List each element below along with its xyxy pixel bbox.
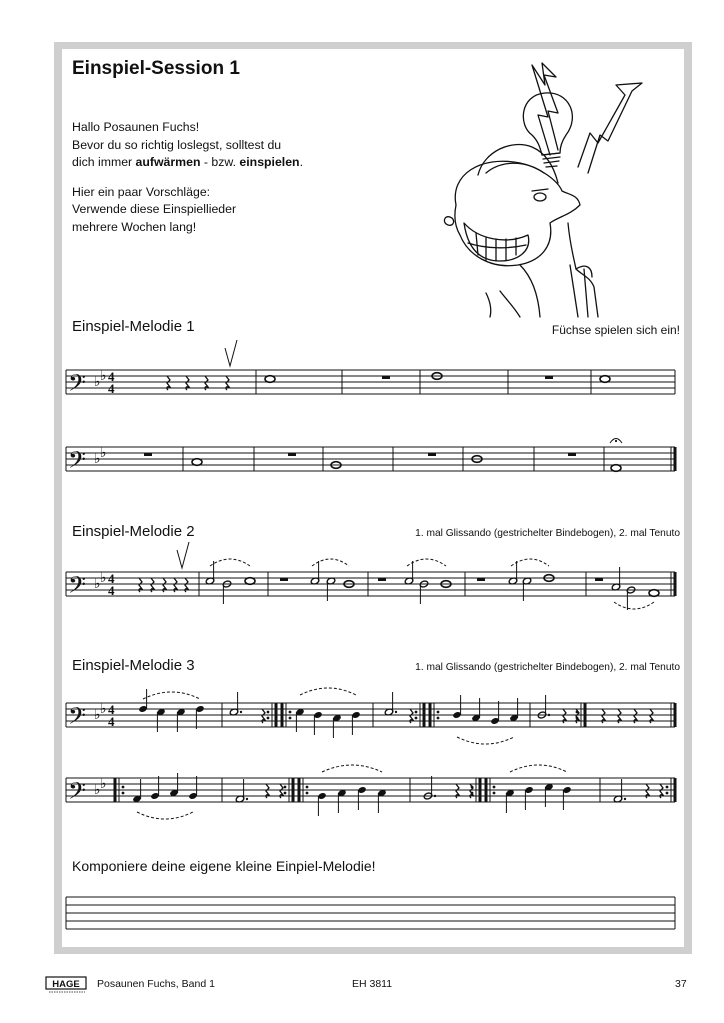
repeat-dot	[306, 792, 309, 795]
repeat-dot	[306, 786, 309, 789]
flat-sign: ♭	[94, 707, 101, 723]
repeat-dot	[289, 711, 292, 714]
time-sig-bottom: 4	[108, 714, 115, 729]
repeat-dot	[576, 711, 579, 714]
dashed-slur	[457, 737, 514, 744]
repeat-dot	[666, 792, 669, 795]
time-sig-bottom: 4	[108, 381, 115, 396]
whole-rest	[595, 578, 603, 581]
repeat-dot	[471, 792, 474, 795]
whole-rest	[568, 453, 576, 456]
repeat-dot	[284, 786, 287, 789]
time-sig-bottom: 4	[108, 583, 115, 598]
dot	[240, 711, 242, 713]
whole-rest	[280, 578, 288, 581]
repeat-dot	[415, 717, 418, 720]
logo-text: HAGE	[52, 979, 80, 990]
time-sig-top: 4	[108, 369, 115, 384]
intro-line: Bevor du so richtig loslegst, solltest du	[72, 137, 282, 152]
whole-note	[192, 459, 202, 466]
dot	[434, 795, 436, 797]
dot	[395, 711, 397, 713]
repeat-dot	[267, 717, 270, 720]
repeat-dot	[493, 786, 496, 789]
dashed-slur	[510, 765, 567, 772]
bass-clef: 𝄢	[68, 369, 87, 402]
whole-rest	[382, 376, 390, 379]
whole-note	[649, 590, 659, 597]
repeat-dot	[576, 717, 579, 720]
repeat-dot	[289, 717, 292, 720]
intro-line: Hier ein paar Vorschläge:	[72, 184, 211, 199]
flat-sign: ♭	[100, 368, 107, 384]
repeat-dot	[122, 792, 125, 795]
intro-line: mehrere Wochen lang!	[72, 219, 197, 234]
whole-rest	[477, 578, 485, 581]
fermata-dot	[615, 440, 617, 442]
repeat-dot	[437, 717, 440, 720]
intro-line: Verwende diese Einspiellieder	[72, 202, 237, 217]
whole-rest	[545, 376, 553, 379]
bass-clef: 𝄢	[68, 702, 87, 735]
melody2-note: 1. mal Glissando (gestrichelter Bindebogen), 2. mal Tenuto	[415, 528, 680, 539]
dashed-slur	[137, 812, 193, 819]
compose-prompt: Komponiere deine eigene kleine Einpiel-Melodie!	[72, 858, 376, 874]
footer-catalog-number: EH 3811	[352, 978, 393, 990]
flat-sign: ♭	[100, 776, 107, 792]
dashed-slur	[322, 765, 382, 772]
melody1-heading: Einspiel-Melodie 1	[72, 318, 195, 335]
hage-logo	[45, 976, 91, 994]
footer-page-number: 37	[675, 978, 687, 990]
breath-mark	[177, 542, 189, 568]
dot	[548, 714, 550, 716]
melody1-note: Füchse spielen sich ein!	[551, 323, 680, 337]
whole-note	[611, 465, 621, 472]
whole-note	[265, 376, 275, 383]
repeat-dot	[437, 711, 440, 714]
dot	[624, 798, 626, 800]
time-sig-top: 4	[108, 571, 115, 586]
whole-rest	[144, 453, 152, 456]
whole-note	[245, 578, 255, 585]
dashed-slur	[143, 692, 200, 699]
dashed-slur	[312, 559, 349, 566]
dashed-slur	[300, 688, 356, 695]
repeat-dot	[284, 792, 287, 795]
whole-note	[600, 376, 610, 383]
bass-clef: 𝄢	[68, 777, 87, 810]
intro-line: Hallo Posaunen Fuchs!	[72, 120, 200, 134]
melody3-note: 1. mal Glissando (gestrichelter Bindebogen), 2. mal Tenuto	[415, 662, 680, 673]
flat-sign: ♭	[100, 570, 107, 586]
whole-rest	[428, 453, 436, 456]
footer-book-title: Posaunen Fuchs, Band 1	[97, 978, 215, 990]
melody2-heading: Einspiel-Melodie 2	[72, 523, 195, 540]
dashed-slur	[210, 559, 250, 566]
flat-sign: ♭	[94, 782, 101, 798]
whole-rest	[378, 578, 386, 581]
repeat-dot	[666, 786, 669, 789]
page-title: Einspiel-Session 1	[72, 58, 240, 79]
repeat-dot	[415, 711, 418, 714]
repeat-dot	[493, 792, 496, 795]
repeat-dot	[471, 786, 474, 789]
flat-sign: ♭	[94, 451, 101, 467]
flat-sign: ♭	[94, 374, 101, 390]
dashed-slur	[614, 602, 654, 609]
intro-line: dich immer aufwärmen - bzw. einspielen.	[72, 155, 303, 170]
repeat-dot	[122, 786, 125, 789]
flat-sign: ♭	[100, 445, 107, 461]
bass-clef: 𝄢	[68, 571, 87, 604]
flat-sign: ♭	[94, 576, 101, 592]
melody3-heading: Einspiel-Melodie 3	[72, 657, 195, 674]
breath-mark	[225, 340, 237, 366]
time-sig-top: 4	[108, 702, 115, 717]
flat-sign: ♭	[100, 701, 107, 717]
bass-clef: 𝄢	[68, 446, 87, 479]
whole-rest	[288, 453, 296, 456]
repeat-dot	[267, 711, 270, 714]
dot	[246, 798, 248, 800]
